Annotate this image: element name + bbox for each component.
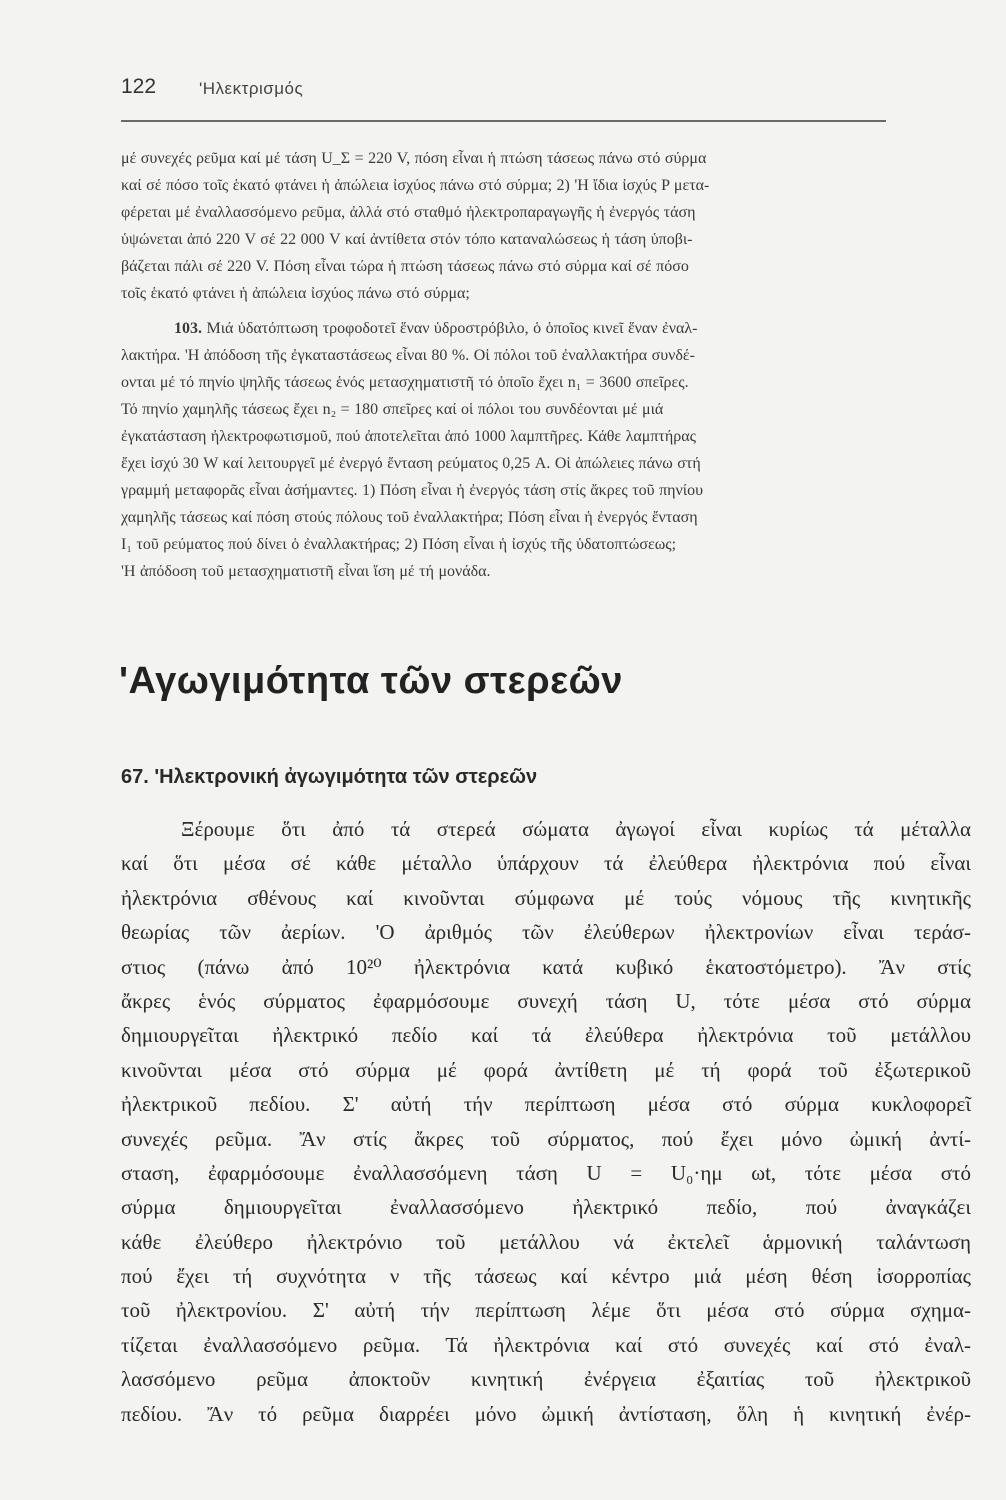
text-line: καί σέ πόσο τοῖς ἑκατό φτάνει ἡ ἀπώλεια ἰσχύος πάνω στό σύρμα; 2) 'Η ἴδια ἰσχύς P μετα-	[121, 177, 710, 194]
text-line: λασσόμενο ρεῦμα ἀποκτοῦν κινητική ἐνέργεια ἐξαιτίας τοῦ ἠλεκτρικοῦ	[121, 1367, 971, 1392]
text-line: ἄκρες ἑνός σύρματος ἐφαρμόσουμε συνεχή τάση U, τότε μέσα στό σύρμα	[121, 988, 971, 1013]
text-line: ὑψώνεται ἀπό 220 V σέ 22 000 V καί ἀντίθετα στόν τόπο καταναλώσεως ἡ τάση ὑποβι-	[121, 231, 693, 248]
text-line: λακτήρα. 'Η ἀπόδοση τῆς ἐγκαταστάσεως εἶναι 80 %. Οἱ πόλοι τοῦ ἐναλλακτήρα συνδέ-	[121, 347, 695, 364]
text-line: ἠλεκτρόνια σθένους καί κινοῦνται σύμφωνα μέ τούς νόμους τῆς κινητικῆς	[121, 885, 971, 910]
text-line: I₁ τοῦ ρεύματος πού δίνει ὁ ἐναλλακτήρας; 2) Πόση εἶναι ἡ ἰσχύς τῆς ὑδατοπτώσεως;	[121, 536, 677, 553]
running-title: 'Ηλεκτρισμός	[199, 79, 304, 98]
running-header	[121, 75, 901, 105]
text-line: τίζεται ἐναλλασσόμενο ρεῦμα. Τά ἠλεκτρόνια καί στό συνεχές καί στό ἐναλ-	[121, 1332, 971, 1357]
text-line: Ξέρουμε ὅτι ἀπό τά στερεά σώματα ἀγωγοί εἶναι κυρίως τά μέταλλα	[181, 817, 971, 841]
text-line: Τό πηνίο χαμηλῆς τάσεως ἔχει n₂ = 180 σπεῖρες καί οἱ πόλοι του συνδέονται μέ μιά	[121, 401, 664, 418]
text-line: κινοῦνται μέσα στό σύρμα μέ φορά ἀντίθετη μέ τή φορά τοῦ ἐξωτερικοῦ	[121, 1057, 971, 1082]
body-paragraph	[121, 812, 971, 1431]
text-line: βάζεται πάλι σέ 220 V. Πόση εἶναι τώρα ἡ πτώση τάσεως πάνω στό σύρμα καί σέ πόσο	[121, 258, 689, 275]
text-line: στιος (πάνω ἀπό 10²⁰ ἠλεκτρόνια κατά κυβικό ἑκατοστόμετρο). Ἄν στίς	[121, 954, 971, 979]
text-line: σύρμα δημιουργεῖται ἐναλλασσόμενο ἠλεκτρικό πεδίο, πού ἀναγκάζει	[121, 1195, 971, 1220]
text-line: κάθε ἐλεύθερο ἠλεκτρόνιο τοῦ μετάλλου νά ἐκτελεῖ ἁρμονική ταλάντωση	[121, 1229, 971, 1254]
text-line: ἐγκατάσταση ἠλεκτροφωτισμοῦ, πού ἀποτελεῖται ἀπό 1000 λαμπτῆρες. Κάθε λαμπτήρας	[121, 428, 696, 445]
text-line: θεωρίας τῶν ἀερίων. 'Ο ἀριθμός τῶν ἐλεύθερων ἠλεκτρονίων εἶναι τεράσ-	[121, 920, 971, 945]
text-line: χαμηλῆς τάσεως καί πόση στούς πόλους τοῦ ἐναλλακτήρα; Πόση εἶναι ἡ ἐνεργός ἔνταση	[121, 509, 698, 526]
text-line: δημιουργεῖται ἠλεκτρικό πεδίο καί τά ἐλεύθερα ἠλεκτρόνια τοῦ μετάλλου	[121, 1023, 971, 1048]
text-line: σταση, ἐφαρμόσουμε ἐναλλασσόμενη τάση U = U₀·ημ ωt, τότε μέσα στό	[121, 1160, 971, 1185]
page-number: 122	[121, 75, 157, 98]
problem-text: Μιά ὑδατόπτωση τροφοδοτεῖ ἕναν ὑδροστρόβιλο, ὁ ὁποῖος κινεῖ ἕναν ἐναλ-	[206, 320, 698, 337]
text-line: καί ὅτι μέσα σέ κάθε μέταλλο ὑπάρχουν τά ἐλεύθερα ἠλεκτρόνια πού εἶναι	[121, 851, 971, 876]
text-line: πού ἔχει τή συχνότητα ν τῆς τάσεως καί κέντρο μιά μέση θέση ἰσορροπίας	[121, 1264, 971, 1289]
subsection-title: 67. 'Ηλεκτρονική ἀγωγιμότητα τῶν στερεῶν	[121, 766, 538, 788]
spacer	[121, 307, 966, 315]
text-line: τοῖς ἑκατό φτάνει ἡ ἀπώλεια ἰσχύος πάνω στό σύρμα;	[121, 285, 470, 302]
text-line: 'Η ἀπόδοση τοῦ μετασχηματιστῆ εἶναι ἴση μέ τή μονάδα.	[121, 563, 491, 580]
text-line: γραμμή μεταφορᾶς εἶναι ἀσήμαντες. 1) Πόση εἶναι ἡ ἐνεργός τάση στίς ἄκρες τοῦ πηνίου	[121, 482, 703, 499]
text-line: πεδίου. Ἄν τό ρεῦμα διαρρέει μόνο ὠμική ἀντίσταση, ὅλη ἡ κινητική ἐνέρ-	[121, 1401, 971, 1426]
text-line: φέρεται μέ ἐναλλασσόμενο ρεῦμα, ἀλλά στό σταθμό ἠλεκτροπαραγωγῆς ἡ ἐνεργός τάση	[121, 204, 696, 221]
exercise-block	[121, 145, 966, 585]
text-line: ονται μέ τό πηνίο ψηλῆς τάσεως ἑνός μετασχηματιστῆ τό ὁποῖο ἔχει n₁ = 3600 σπεῖρες.	[121, 374, 689, 391]
text-line: ἔχει ἰσχύ 30 W καί λειτουργεῖ μέ ἐνεργό ἔνταση ρεύματος 0,25 A. Οἱ ἀπώλειες πάνω στή	[121, 455, 701, 472]
text-line: τοῦ ἠλεκτρονίου. Σ' αὐτή τήν περίπτωση λέμε ὅτι μέσα στό σύρμα σχημα-	[121, 1298, 971, 1323]
problem-number: 103.	[174, 320, 202, 337]
text-line: συνεχές ρεῦμα. Ἄν στίς ἄκρες τοῦ σύρματος, πού ἔχει μόνο ὠμική ἀντί-	[121, 1126, 971, 1151]
problem-103-first-line	[121, 315, 966, 342]
header-rule	[121, 120, 886, 122]
text-line: μέ συνεχές ρεῦμα καί μέ τάση U_Σ = 220 V, πόση εἶναι ἡ πτώση τάσεως πάνω στό σύρμα	[121, 150, 707, 167]
section-title: 'Αγωγιμότητα τῶν στερεῶν	[119, 660, 623, 702]
text-line: ἠλεκτρικοῦ πεδίου. Σ' αὐτή τήν περίπτωση μέσα στό σύρμα κυκλοφορεῖ	[121, 1092, 971, 1117]
